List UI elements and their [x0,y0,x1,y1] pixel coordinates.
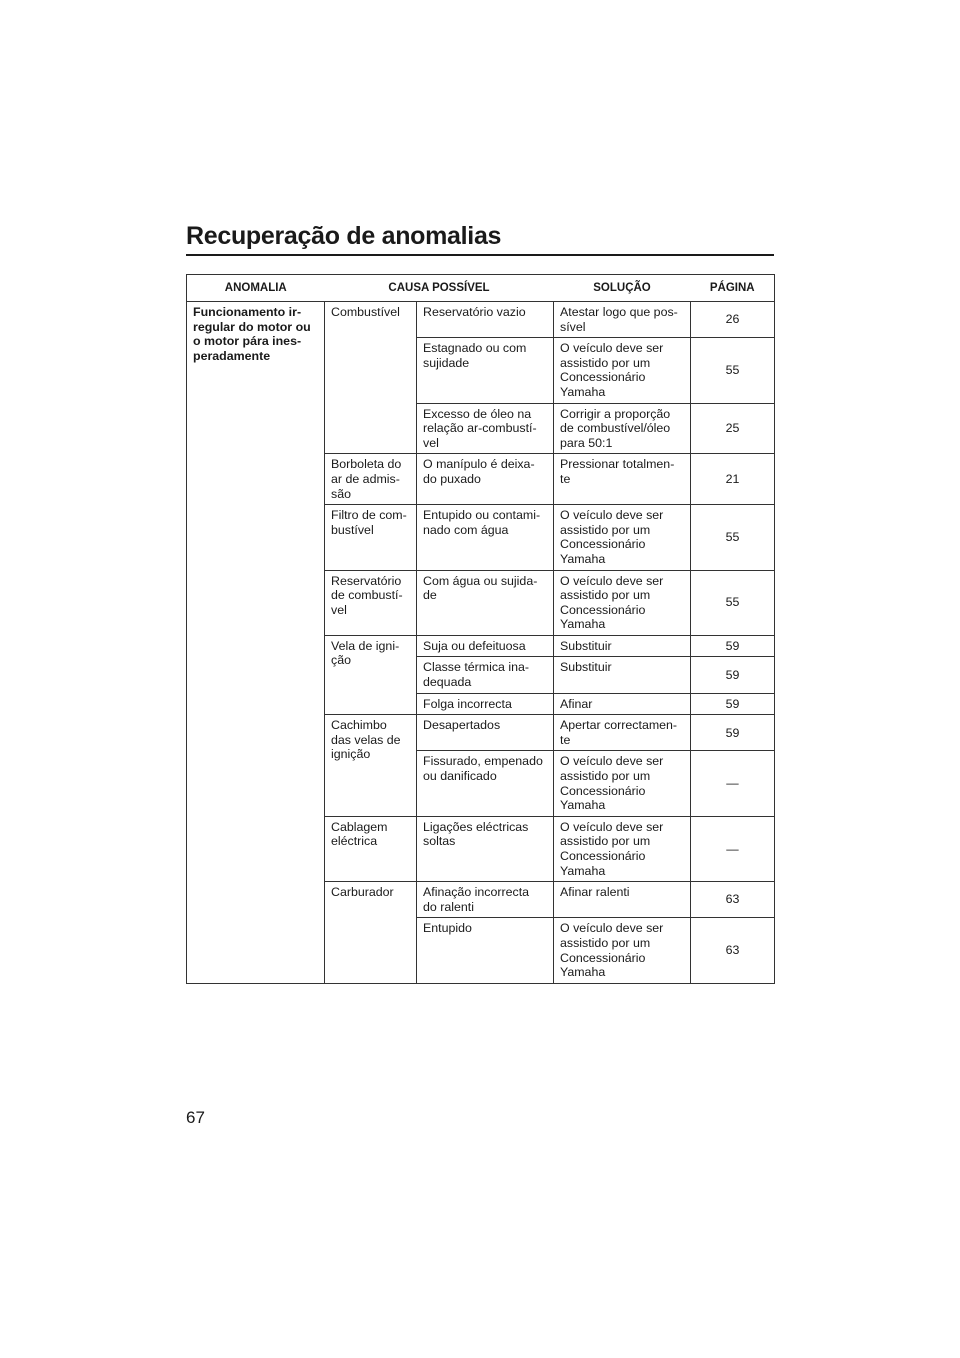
solution-cell: Pressionar totalmen- te [554,454,691,505]
cause-cell: Vela de igni- ção [325,635,417,714]
table-row [187,302,775,338]
troubleshooting-table [186,274,775,984]
solution-cell: Afinar [554,693,691,715]
page-ref-cell: 63 [691,882,775,918]
solution-cell: Atestar logo que pos- sível [554,302,691,338]
page-ref-cell: 25 [691,403,775,454]
solution-cell: Substituir [554,657,691,693]
title-divider [186,254,774,256]
cause-detail-cell: Ligações eléctricas soltas [417,816,554,881]
cause-detail-cell: Entupido ou contami- nado com água [417,505,554,570]
table-body [187,302,775,984]
solution-cell: O veículo deve ser assistido por um Concessionário Yamaha [554,751,691,816]
cause-detail-cell: Reservatório vazio [417,302,554,338]
cause-cell: Cachimbo das velas de ignição [325,715,417,817]
page-number: 67 [186,1108,205,1127]
solution-cell: O veículo deve ser assistido por um Concessionário Yamaha [554,816,691,881]
cause-detail-cell: Afinação incorrecta do ralenti [417,882,554,918]
solution-cell: O veículo deve ser assistido por um Concessionário Yamaha [554,918,691,983]
solution-cell: Apertar correctamen- te [554,715,691,751]
solution-cell: Afinar ralenti [554,882,691,918]
page-ref-cell: — [691,816,775,881]
header-anomaly: ANOMALIA [187,275,325,302]
cause-cell: Combustível [325,302,417,454]
page-ref-cell: 59 [691,693,775,715]
cause-cell: Borboleta do ar de admis- são [325,454,417,505]
cause-detail-cell: Folga incorrecta [417,693,554,715]
cause-cell: Reservatório de combustí- vel [325,570,417,635]
page-ref-cell: 59 [691,715,775,751]
cause-detail-cell: O manípulo é deixa- do puxado [417,454,554,505]
cause-detail-cell: Desapertados [417,715,554,751]
anomaly-cell: Funcionamento ir- regular do motor ou o motor pára ines- peradamente [187,302,325,984]
solution-cell: O veículo deve ser assistido por um Concessionário Yamaha [554,505,691,570]
page-ref-cell: 59 [691,635,775,657]
solution-cell: Substituir [554,635,691,657]
page-ref-cell: 26 [691,302,775,338]
cause-cell: Filtro de com- bustível [325,505,417,570]
cause-detail-cell: Classe térmica ina- dequada [417,657,554,693]
cause-cell: Cablagem eléctrica [325,816,417,881]
cause-cell: Carburador [325,882,417,984]
cause-detail-cell: Com água ou sujida- de [417,570,554,635]
page-ref-cell: 55 [691,570,775,635]
cause-detail-cell: Excesso de óleo na relação ar-combustí- vel [417,403,554,454]
cause-detail-cell: Suja ou defeituosa [417,635,554,657]
page-ref-cell: — [691,751,775,816]
page-ref-cell: 21 [691,454,775,505]
cause-detail-cell: Fissurado, empenado ou danificado [417,751,554,816]
cause-detail-cell: Estagnado ou com sujidade [417,338,554,403]
solution-cell: O veículo deve ser assistido por um Concessionário Yamaha [554,570,691,635]
page-ref-cell: 63 [691,918,775,983]
solution-cell: O veículo deve ser assistido por um Concessionário Yamaha [554,338,691,403]
header-page: PÁGINA [691,275,775,302]
cause-detail-cell: Entupido [417,918,554,983]
page-title: Recuperação de anomalias [186,222,502,250]
header-solution: SOLUÇÃO [554,275,691,302]
page-ref-cell: 55 [691,505,775,570]
header-cause: CAUSA POSSÍVEL [325,275,554,302]
solution-cell: Corrigir a proporção de combustível/óleo para 50:1 [554,403,691,454]
table-header-row [187,275,775,302]
page-ref-cell: 59 [691,657,775,693]
page-ref-cell: 55 [691,338,775,403]
